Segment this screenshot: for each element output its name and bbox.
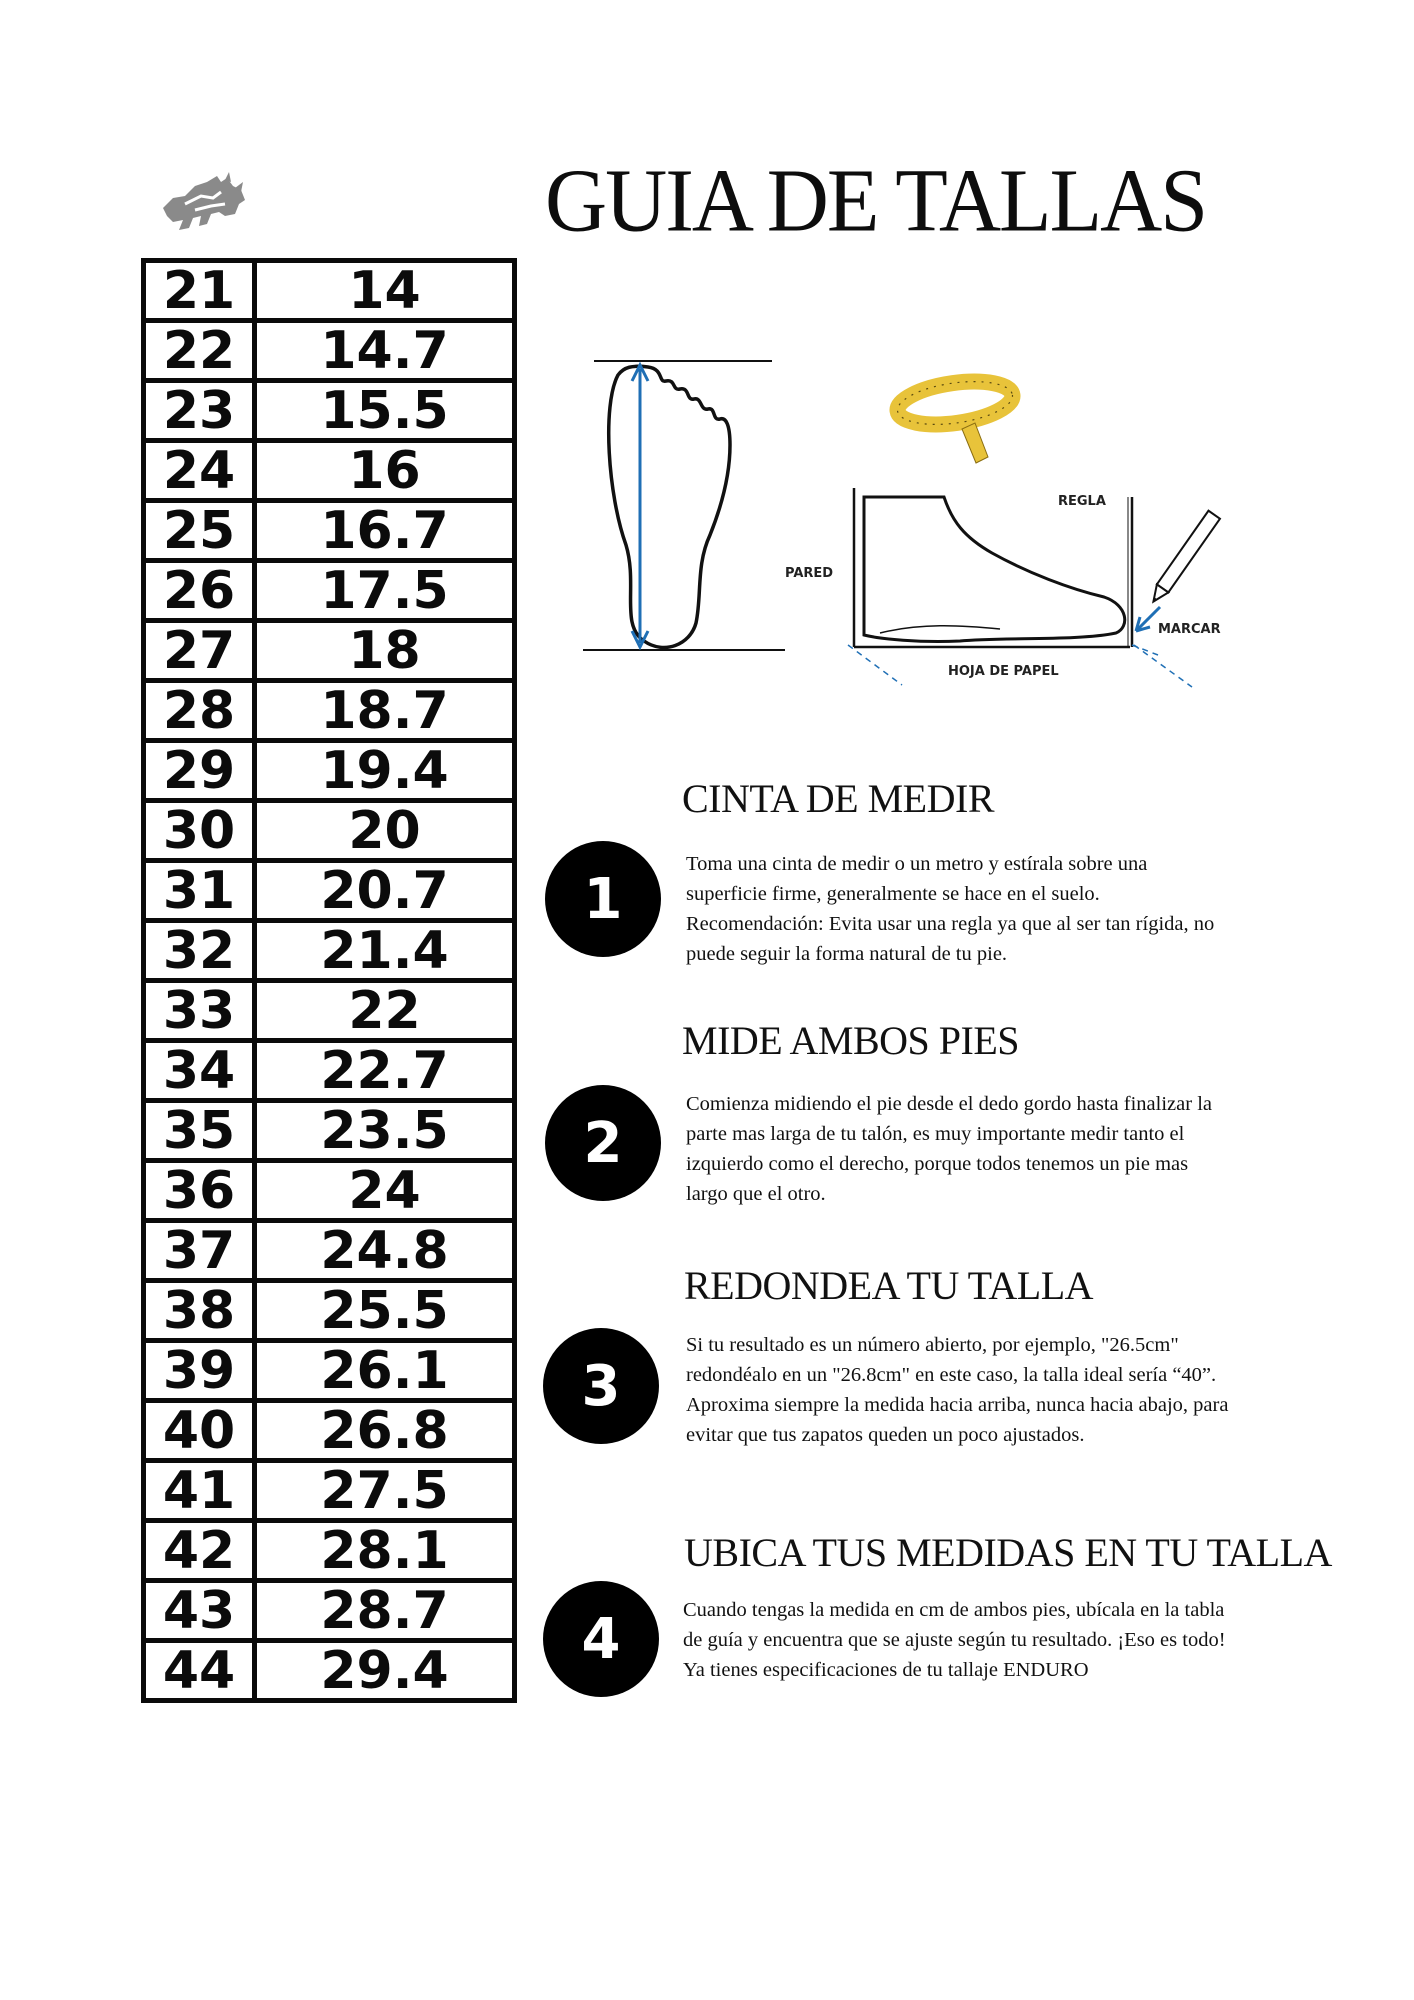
cm-cell: 26.1 [255, 1341, 515, 1401]
label-hoja-de-papel: HOJA DE PAPEL [948, 664, 1059, 679]
tape-measure-icon [895, 375, 1015, 463]
cm-cell: 28.7 [255, 1581, 515, 1641]
table-row [144, 1401, 515, 1461]
size-cell: 30 [144, 801, 255, 861]
cm-cell: 27.5 [255, 1461, 515, 1521]
table-row [144, 1101, 515, 1161]
cm-cell: 16.7 [255, 501, 515, 561]
size-cell: 40 [144, 1401, 255, 1461]
step-1-badge: 1 [545, 841, 661, 957]
table-row [144, 1341, 515, 1401]
table-row [144, 261, 515, 321]
step-4-text: Cuando tengas la medida en cm de ambos pies, ubícala en la tabla de guía y encuentra que se ajuste según tu resultado. ¡Eso es todo! Ya tienes especificaciones de tu tallaje ENDURO [683, 1599, 1226, 1681]
step-4-heading: UBICA TUS MEDIDAS EN TU TALLA [684, 1530, 1332, 1575]
cm-cell: 14 [255, 261, 515, 321]
pencil-icon [1148, 511, 1220, 606]
size-cell: 42 [144, 1521, 255, 1581]
table-row [144, 1221, 515, 1281]
size-cell: 24 [144, 441, 255, 501]
cm-cell: 19.4 [255, 741, 515, 801]
table-row [144, 1581, 515, 1641]
size-cell: 39 [144, 1341, 255, 1401]
step-1-heading: CINTA DE MEDIR [682, 776, 995, 821]
table-row [144, 741, 515, 801]
table-row [144, 381, 515, 441]
label-marcar: MARCAR [1158, 622, 1221, 637]
cm-cell: 25.5 [255, 1281, 515, 1341]
bison-icon [155, 168, 251, 238]
size-cell: 43 [144, 1581, 255, 1641]
size-cell: 27 [144, 621, 255, 681]
step-2-text: Comienza midiendo el pie desde el dedo gordo hasta finalizar la parte mas larga de tu talón, es muy importante medir tanto el izquierdo como el derecho, porque todos tenemos un pie mas largo que el otro. [686, 1093, 1212, 1205]
table-row [144, 1461, 515, 1521]
step-3-heading: REDONDEA TU TALLA [684, 1263, 1094, 1308]
size-table [141, 258, 517, 1703]
table-row [144, 1281, 515, 1341]
table-row [144, 801, 515, 861]
table-row [144, 1641, 515, 1701]
size-cell: 22 [144, 321, 255, 381]
page-title: GUIA DE TALLAS [545, 149, 1207, 251]
size-cell: 38 [144, 1281, 255, 1341]
cm-cell: 21.4 [255, 921, 515, 981]
cm-cell: 20 [255, 801, 515, 861]
cm-cell: 17.5 [255, 561, 515, 621]
table-row [144, 1161, 515, 1221]
label-pared: PARED [785, 566, 834, 581]
cm-cell: 22 [255, 981, 515, 1041]
cm-cell: 14.7 [255, 321, 515, 381]
step-3-badge: 3 [543, 1328, 659, 1444]
size-cell: 28 [144, 681, 255, 741]
cm-cell: 28.1 [255, 1521, 515, 1581]
table-row [144, 921, 515, 981]
table-row [144, 441, 515, 501]
table-row [144, 321, 515, 381]
size-cell: 37 [144, 1221, 255, 1281]
step-1-text: Toma una cinta de medir o un metro y estírala sobre una superficie firme, generalmente se hace en el suelo. Recomendación: Evita usar una regla ya que al ser tan rígida, no puede seguir la forma natural de tu pie. [686, 853, 1215, 965]
cm-cell: 24.8 [255, 1221, 515, 1281]
table-row [144, 981, 515, 1041]
size-cell: 23 [144, 381, 255, 441]
measure-diagram [580, 345, 1280, 705]
size-cell: 33 [144, 981, 255, 1041]
size-cell: 21 [144, 261, 255, 321]
table-row [144, 501, 515, 561]
cm-cell: 22.7 [255, 1041, 515, 1101]
foot-outline-illustration [583, 361, 785, 650]
size-cell: 25 [144, 501, 255, 561]
table-row [144, 1041, 515, 1101]
cm-cell: 20.7 [255, 861, 515, 921]
table-row [144, 561, 515, 621]
cm-cell: 18 [255, 621, 515, 681]
cm-cell: 29.4 [255, 1641, 515, 1701]
table-row [144, 681, 515, 741]
cm-cell: 23.5 [255, 1101, 515, 1161]
size-cell: 44 [144, 1641, 255, 1701]
cm-cell: 18.7 [255, 681, 515, 741]
size-cell: 32 [144, 921, 255, 981]
step-2-badge: 2 [545, 1085, 661, 1201]
cm-cell: 15.5 [255, 381, 515, 441]
cm-cell: 16 [255, 441, 515, 501]
step-4-badge: 4 [543, 1581, 659, 1697]
step-2-heading: MIDE AMBOS PIES [682, 1018, 1020, 1063]
size-cell: 29 [144, 741, 255, 801]
side-foot-illustration [848, 488, 1220, 687]
label-regla: REGLA [1058, 494, 1106, 509]
step-3-text: Si tu resultado es un número abierto, por ejemplo, "26.5cm" redondéalo en un "26.8cm" en este caso, la talla ideal sería “40”. Aproxima siempre la medida hacia arriba, nunca hacia abajo, para evitar que tus zapatos queden un poco ajustados. [686, 1334, 1229, 1446]
cm-cell: 24 [255, 1161, 515, 1221]
size-cell: 41 [144, 1461, 255, 1521]
size-cell: 26 [144, 561, 255, 621]
size-cell: 31 [144, 861, 255, 921]
table-row [144, 861, 515, 921]
table-row [144, 621, 515, 681]
size-cell: 35 [144, 1101, 255, 1161]
table-row [144, 1521, 515, 1581]
size-cell: 36 [144, 1161, 255, 1221]
size-cell: 34 [144, 1041, 255, 1101]
cm-cell: 26.8 [255, 1401, 515, 1461]
